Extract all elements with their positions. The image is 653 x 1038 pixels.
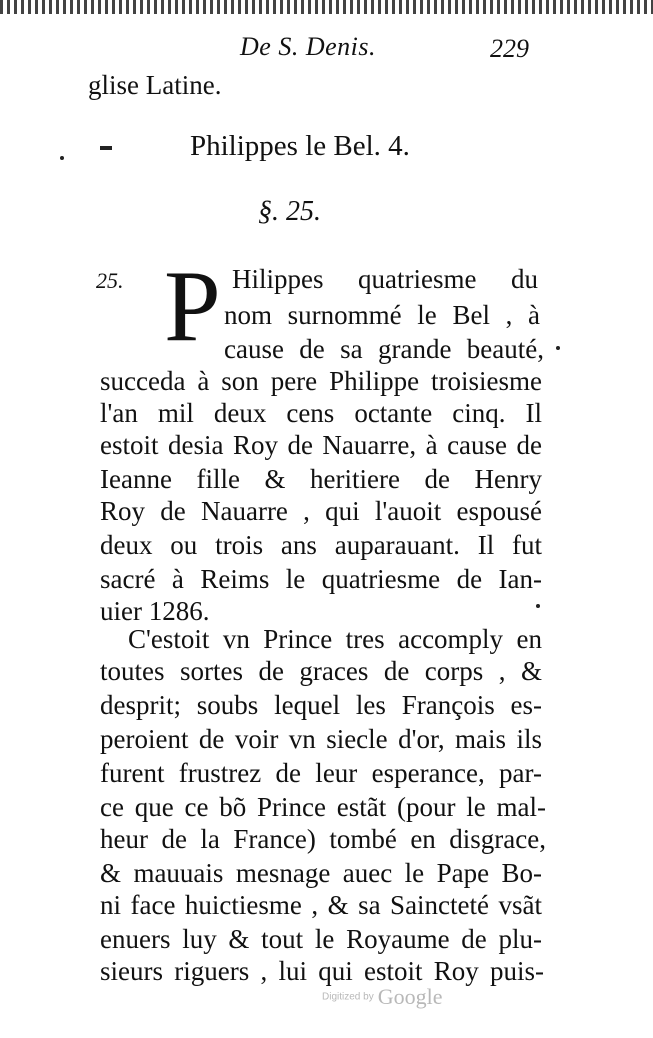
- margin-mark: [100, 146, 112, 150]
- text-line: l'an mil deux cens octante cinq. Il: [100, 398, 542, 428]
- text-line: & mauuais mesnage auec le Pape Bo-: [100, 858, 542, 888]
- text-line: enuers luy & tout le Royaume de plu-: [100, 924, 542, 954]
- running-head-title: De S. Denis.: [240, 32, 376, 61]
- text-line: Hilippes quatriesme du: [232, 264, 538, 294]
- margin-note: 25.: [96, 268, 124, 293]
- text-line: sacré à Reims le quatriesme de Ian-: [100, 564, 542, 594]
- text-line: ce que ce bõ Prince estãt (pour le mal-: [100, 792, 546, 822]
- text-line: desprit; soubs lequel les François es-: [100, 690, 542, 720]
- text-line: furent frustrez de leur esperance, par-: [100, 758, 542, 788]
- text-line: sieurs riguers , lui qui estoit Roy puis-: [100, 956, 544, 986]
- text-line: heur de la France) tombé en disgrace,: [100, 824, 546, 854]
- text-line: ni face huictiesme , & sa Saincteté vsãt: [100, 890, 542, 920]
- text-line: deux ou trois ans auparauant. Il fut: [100, 530, 542, 560]
- text-line: Roy de Nauarre , qui l'auoit espousé: [100, 496, 542, 526]
- watermark-prefix: Digitized by: [322, 991, 374, 1003]
- text-line: cause de sa grande beauté,: [224, 334, 544, 364]
- ink-speck: [556, 346, 560, 350]
- text-line: nom surnommé le Bel , à: [224, 300, 540, 330]
- text-line: uier 1286.: [100, 596, 210, 626]
- watermark-logo: Google: [377, 984, 443, 1009]
- ink-speck: [536, 604, 540, 608]
- digitization-watermark: [322, 984, 442, 1010]
- drop-cap: P: [164, 250, 221, 363]
- text-line: estoit desia Roy de Nauarre, à cause de: [100, 430, 542, 460]
- ink-speck: [60, 156, 64, 160]
- page-top-edge: [0, 0, 653, 14]
- section-number: §. 25.: [258, 196, 321, 227]
- text-line: peroient de voir vn siecle d'or, mais ils: [100, 724, 542, 754]
- text-line: succeda à son pere Philippe troisiesme: [100, 366, 542, 396]
- text-line: Ieanne fille & heritiere de Henry: [100, 464, 542, 494]
- page-number: 229: [490, 34, 529, 63]
- text-line: toutes sortes de graces de corps , &: [100, 656, 542, 686]
- section-heading: Philippes le Bel. 4.: [190, 130, 410, 162]
- previous-paragraph-end: glise Latine.: [88, 70, 222, 100]
- text-line: C'estoit vn Prince tres accomply en: [128, 624, 542, 654]
